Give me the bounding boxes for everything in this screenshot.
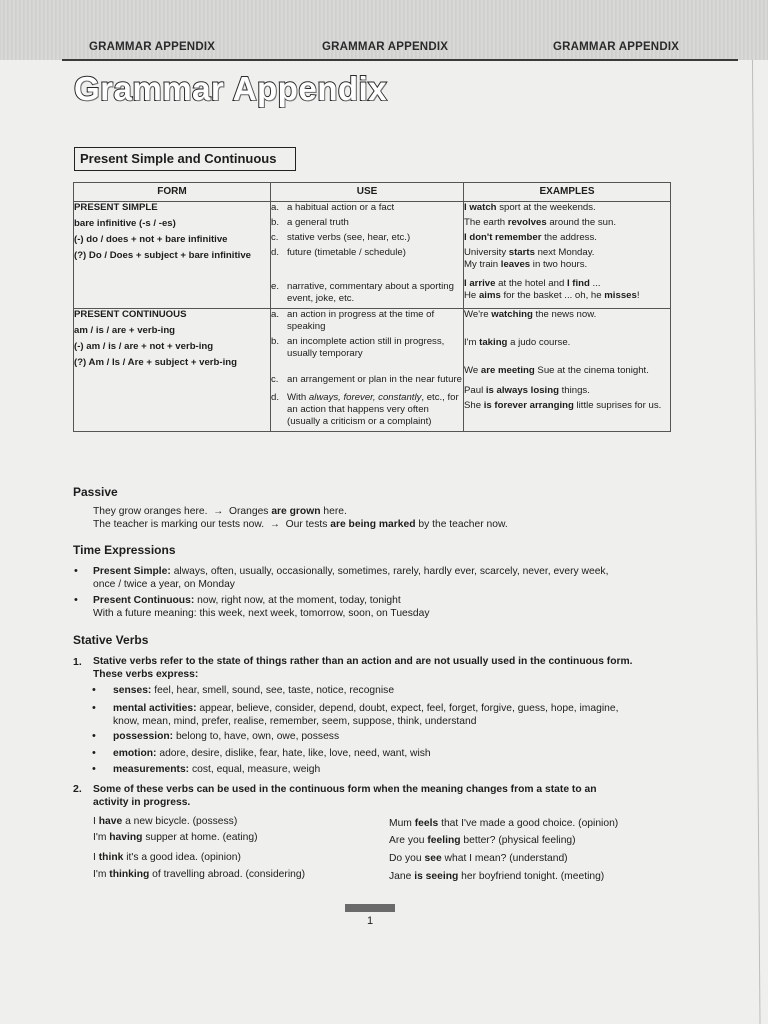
running-head-left: GRAMMAR APPENDIX [89, 41, 216, 53]
arrow-icon: → [269, 519, 280, 530]
bullet-icon: • [74, 565, 78, 577]
example-item: The earth revolves around the sun. [464, 217, 617, 228]
header-use: USE [271, 183, 464, 202]
form-present-continuous [74, 309, 271, 432]
example-item: My train leaves in two hours. [464, 259, 588, 270]
passive-line-1: They grow oranges here. → Oranges are grown here. [93, 506, 347, 517]
bullet-icon: • [92, 702, 96, 714]
page-title: Grammar Appendix [74, 70, 388, 107]
stative-item-emotion: emotion: adore, desire, dislike, fear, hate, like, love, need, want, wish [113, 748, 431, 759]
stative-example-right: Are you feeling better? (physical feeling) [389, 835, 576, 846]
page-tab [345, 904, 395, 912]
use-letter: a. [271, 309, 280, 320]
header-form: FORM [74, 183, 271, 202]
stative-example-right: Mum feels that I've made a good choice. (opinion) [389, 818, 619, 829]
stative-item-senses: senses: feel, hear, smell, sound, see, taste, notice, recognise [113, 685, 395, 696]
stative-verbs-heading: Stative Verbs [73, 633, 149, 647]
use-item [271, 281, 463, 305]
use-item [271, 217, 463, 229]
header-examples: EXAMPLES [464, 183, 671, 202]
use-item [271, 309, 463, 333]
bullet-icon: • [92, 730, 96, 742]
form-present-simple [74, 202, 271, 309]
use-text: a habitual action or a fact [287, 202, 395, 213]
use-text: an arrangement or plan in the near future [287, 374, 462, 385]
bullet-icon: • [74, 594, 78, 606]
form-line: PRESENT SIMPLE [74, 202, 158, 213]
example-item: I arrive at the hotel and I find ... [464, 278, 601, 289]
time-expressions-heading: Time Expressions [73, 543, 176, 557]
running-head-center: GRAMMAR APPENDIX [322, 41, 449, 53]
example-item: He aims for the basket ... oh, he misses! [464, 290, 640, 301]
present-continuous-expressions: Present Continuous: now, right now, at the moment, today, tonight With a future meaning: this week, next week, tomorrow, soon, on Tuesday [93, 595, 430, 619]
page-number: 1 [367, 915, 374, 927]
bullet-icon: • [92, 684, 96, 696]
stative-point-2: Some of these verbs can be used in the continuous form when the meaning changes from a state to an activity in progress. [93, 784, 597, 808]
grammar-table [73, 182, 671, 432]
use-present-simple [271, 202, 464, 309]
bullet-icon: • [92, 747, 96, 759]
use-item [271, 392, 463, 428]
use-item [271, 232, 463, 244]
stative-item-possession: possession: belong to, have, own, owe, possess [113, 731, 340, 742]
form-line: am / is / are + verb-ing [74, 325, 176, 336]
example-item: We are meeting Sue at the cinema tonight. [464, 365, 649, 376]
form-line: PRESENT CONTINUOUS [74, 309, 187, 320]
arrow-icon: → [213, 506, 224, 517]
examples-present-continuous [464, 309, 671, 432]
table-header-row [74, 183, 671, 202]
section-title: Present Simple and Continuous [74, 147, 296, 171]
stative-example-right: Jane is seeing her boyfriend tonight. (meeting) [389, 871, 605, 882]
example-item: She is forever arranging little suprises for us. [464, 400, 662, 411]
stative-item-measurements: measurements: cost, equal, measure, weigh [113, 764, 321, 775]
use-item [271, 336, 463, 360]
use-text: narrative, commentary about a sporting event, joke, etc. [287, 281, 454, 304]
use-text: an action in progress at the time of speaking [287, 309, 435, 332]
use-letter: b. [271, 217, 280, 228]
example-item: We're watching the news now. [464, 309, 597, 320]
example-item: I don't remember the address. [464, 232, 597, 243]
use-letter: c. [271, 374, 279, 385]
use-present-continuous [271, 309, 464, 432]
form-line: (-) do / does + not + bare infinitive [74, 234, 228, 245]
example-item: Paul is always losing things. [464, 385, 590, 396]
stative-example-left: I'm having supper at home. (eating) [93, 832, 258, 843]
use-text: future (timetable / schedule) [287, 247, 406, 258]
use-letter: d. [271, 247, 280, 258]
stative-example-left: I have a new bicycle. (possess) [93, 816, 238, 827]
use-item [271, 247, 463, 259]
running-head-right: GRAMMAR APPENDIX [553, 41, 680, 53]
examples-present-simple [464, 202, 671, 309]
passive-heading: Passive [73, 485, 118, 499]
use-letter: b. [271, 336, 280, 347]
form-line: (?) Do / Does + subject + bare infinitive [74, 250, 251, 261]
use-letter: c. [271, 232, 279, 243]
stative-item-mental: mental activities: appear, believe, consider, depend, doubt, expect, feel, forget, forgive, guess, hope, imagine, know, mean, mind, prefer, realise, remember, seem, suppose, think, understand [113, 703, 619, 727]
form-line: bare infinitive (-s / -es) [74, 218, 176, 229]
use-letter: d. [271, 392, 280, 403]
example-item: University starts next Monday. [464, 247, 595, 258]
stative-point-1: Stative verbs refer to the state of things rather than an action and are not usually used in the continuous form. These verbs express: [93, 656, 633, 680]
table-row-present-continuous [74, 309, 671, 432]
use-letter: a. [271, 202, 280, 213]
header-rule [62, 59, 738, 61]
use-letter: e. [271, 281, 280, 292]
use-text: a general truth [287, 217, 349, 228]
present-simple-expressions: Present Simple: always, often, usually, occasionally, sometimes, rarely, hardly ever, scarcely, never, every week, once / twice a year, on Monday [93, 566, 609, 590]
use-text: stative verbs (see, hear, etc.) [287, 232, 411, 243]
use-item [271, 374, 463, 386]
bullet-icon: • [92, 763, 96, 775]
form-line: (?) Am / Is / Are + subject + verb-ing [74, 357, 237, 368]
point-number: 2. [73, 783, 82, 795]
passive-line-2: The teacher is marking our tests now. → Our tests are being marked by the teacher now. [93, 519, 508, 530]
form-line: (-) am / is / are + not + verb-ing [74, 341, 214, 352]
use-text: With always, forever, constantly, etc., for an action that happens very often (usually a criticism or a complaint) [287, 392, 459, 427]
example-item: I watch sport at the weekends. [464, 202, 596, 213]
use-text: an incomplete action still in progress, usually temporary [287, 336, 445, 359]
table-row-present-simple [74, 202, 671, 309]
example-item: I'm taking a judo course. [464, 337, 571, 348]
use-item [271, 202, 463, 214]
stative-example-left: I'm thinking of travelling abroad. (considering) [93, 869, 305, 880]
stative-example-left: I think it's a good idea. (opinion) [93, 852, 241, 863]
stative-example-right: Do you see what I mean? (understand) [389, 853, 568, 864]
point-number: 1. [73, 656, 82, 668]
